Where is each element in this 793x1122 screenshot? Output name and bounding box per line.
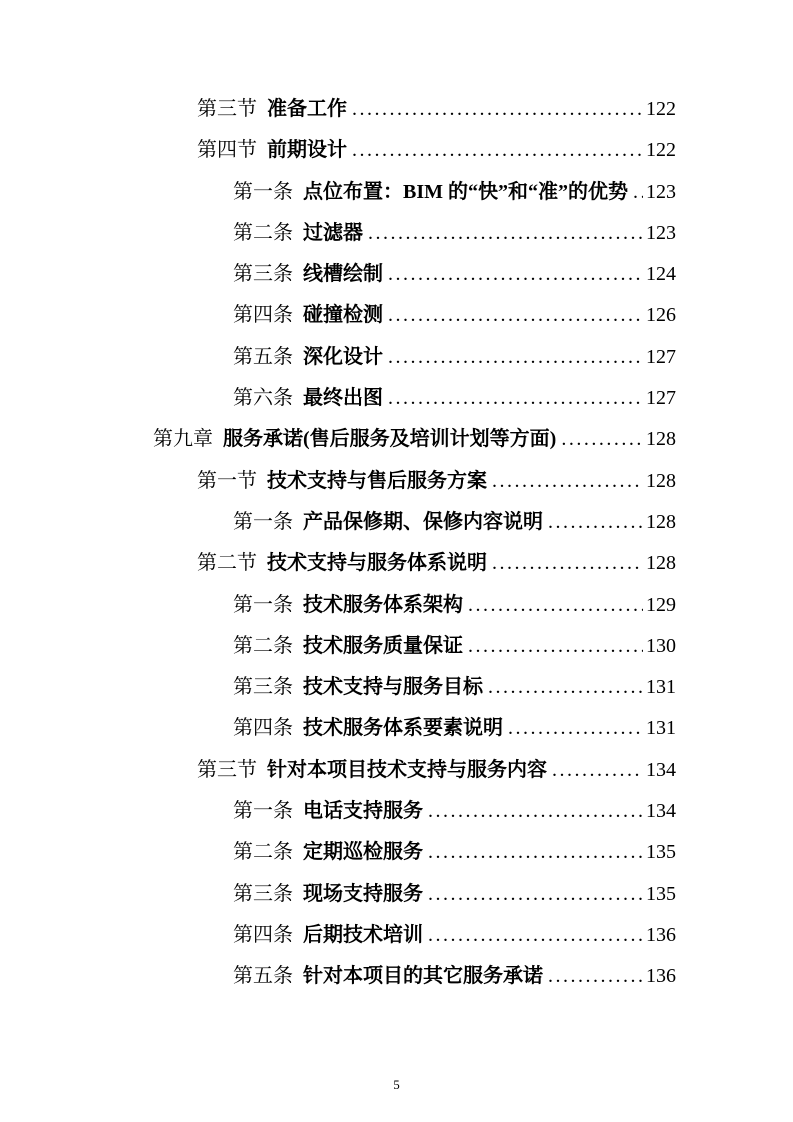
toc-entry[interactable] (0, 213, 793, 254)
toc-dot-leader (561, 419, 643, 460)
toc-entry-page-number: 134 (646, 758, 676, 781)
toc-entry[interactable] (0, 708, 793, 749)
toc-entry-page-number: 122 (646, 98, 676, 120)
toc-entry[interactable] (0, 378, 793, 419)
toc-dot-leader (488, 667, 643, 708)
toc-entry-title: 针对本项目技术支持与服务内容 (267, 758, 547, 781)
toc-entry-title: 技术服务体系架构 (303, 593, 463, 616)
toc-entry-label: 第四条 (233, 717, 293, 740)
toc-entry-label: 第二条 (233, 634, 293, 657)
toc-dot-leader (368, 213, 643, 254)
toc-entry-label: 第四条 (233, 304, 293, 327)
toc-entry[interactable] (0, 337, 793, 378)
toc-entry-title: 前期设计 (267, 139, 347, 162)
toc-entry-title: 定期巡检服务 (303, 841, 423, 864)
toc-entry[interactable] (0, 461, 793, 502)
toc-dot-leader (428, 915, 643, 956)
toc-entry-title: 技术支持与售后服务方案 (267, 469, 487, 492)
toc-entry-title: 针对本项目的其它服务承诺 (303, 965, 543, 988)
toc-dot-leader (468, 626, 643, 667)
toc-entry-label: 第三节 (197, 758, 257, 781)
toc-entry-label: 第二节 (197, 552, 257, 575)
toc-dot-leader (508, 708, 643, 749)
toc-entry[interactable] (0, 750, 793, 791)
toc-entry-title: 线槽绘制 (303, 263, 383, 286)
toc-entry[interactable] (0, 874, 793, 915)
toc-entry-title: 点位布置：BIM 的“快”和“准”的优势 (303, 180, 628, 203)
toc-entry-page-number: 136 (646, 965, 676, 988)
toc-entry-label: 第二条 (233, 841, 293, 864)
toc-dot-leader (552, 750, 643, 791)
toc-entry[interactable] (0, 295, 793, 336)
toc-entry-title: 服务承诺(售后服务及培训计划等方面) (223, 428, 557, 451)
toc-entry-title: 碰撞检测 (303, 304, 383, 327)
toc-list (0, 89, 793, 998)
toc-entry-label: 第一条 (233, 800, 293, 823)
toc-entry[interactable] (0, 254, 793, 295)
toc-entry-label: 第五条 (233, 965, 293, 988)
toc-dot-leader (388, 254, 643, 295)
toc-dot-leader (388, 295, 643, 336)
toc-entry-title: 技术服务体系要素说明 (303, 717, 503, 740)
toc-entry-page-number: 131 (646, 676, 676, 699)
toc-dot-leader (352, 130, 643, 171)
toc-dot-leader (633, 172, 643, 213)
toc-entry[interactable] (0, 626, 793, 667)
toc-dot-leader (492, 543, 643, 584)
toc-entry-title: 电话支持服务 (303, 800, 423, 823)
toc-entry[interactable] (0, 791, 793, 832)
toc-entry-title: 深化设计 (303, 345, 383, 368)
toc-dot-leader (428, 832, 643, 873)
toc-entry-label: 第三条 (233, 263, 293, 286)
toc-entry-label: 第三条 (233, 882, 293, 905)
toc-entry-label: 第一条 (233, 180, 293, 203)
footer-page-number: 5 (393, 1077, 400, 1092)
toc-entry-label: 第九章 (153, 428, 213, 451)
toc-entry-page-number: 123 (646, 221, 676, 244)
toc-dot-leader (352, 89, 643, 130)
toc-entry-title: 技术服务质量保证 (303, 634, 463, 657)
toc-entry-page-number: 128 (646, 510, 676, 533)
toc-entry-page-number: 122 (646, 139, 676, 162)
toc-entry[interactable] (0, 502, 793, 543)
toc-entry-page-number: 123 (646, 180, 676, 203)
toc-entry-page-number: 135 (646, 841, 676, 864)
toc-entry[interactable] (0, 585, 793, 626)
toc-entry-label: 第一条 (233, 593, 293, 616)
toc-entry-page-number: 126 (646, 304, 676, 327)
toc-dot-leader (428, 791, 643, 832)
toc-entry-label: 第四条 (233, 923, 293, 946)
toc-entry-label: 第一条 (233, 510, 293, 533)
toc-dot-leader (548, 502, 643, 543)
toc-entry-page-number: 128 (646, 469, 676, 492)
toc-entry[interactable] (0, 543, 793, 584)
toc-entry-title: 产品保修期、保修内容说明 (303, 510, 543, 533)
toc-entry-title: 现场支持服务 (303, 882, 423, 905)
toc-entry-title: 最终出图 (303, 387, 383, 410)
toc-dot-leader (388, 337, 643, 378)
toc-entry-page-number: 128 (646, 428, 676, 451)
toc-dot-leader (388, 378, 643, 419)
toc-entry-page-number: 135 (646, 882, 676, 905)
toc-entry[interactable] (0, 419, 793, 460)
toc-entry-page-number: 131 (646, 717, 676, 740)
toc-entry-label: 第二条 (233, 221, 293, 244)
toc-entry[interactable] (0, 667, 793, 708)
toc-entry-title: 技术支持与服务目标 (303, 676, 483, 699)
toc-entry-page-number: 124 (646, 263, 676, 286)
toc-entry-label: 第三条 (233, 676, 293, 699)
toc-entry[interactable] (0, 130, 793, 171)
page-footer (0, 1076, 793, 1094)
toc-dot-leader (468, 585, 643, 626)
toc-entry[interactable] (0, 89, 793, 130)
toc-entry-page-number: 127 (646, 387, 676, 410)
toc-entry-page-number: 128 (646, 552, 676, 575)
toc-entry-title: 后期技术培训 (303, 923, 423, 946)
toc-entry-page-number: 136 (646, 923, 676, 946)
toc-entry-page-number: 130 (646, 634, 676, 657)
toc-dot-leader (492, 461, 643, 502)
toc-entry[interactable] (0, 915, 793, 956)
toc-entry-label: 第五条 (233, 345, 293, 368)
toc-entry-label: 第三节 (197, 98, 257, 120)
toc-entry-title: 过滤器 (303, 221, 363, 244)
toc-dot-leader (428, 874, 643, 915)
toc-entry[interactable] (0, 956, 793, 997)
toc-entry-page-number: 129 (646, 593, 676, 616)
toc-entry-page-number: 134 (646, 800, 676, 823)
toc-entry-label: 第四节 (197, 139, 257, 162)
toc-entry-title: 准备工作 (267, 98, 347, 120)
toc-entry-title: 技术支持与服务体系说明 (267, 552, 487, 575)
toc-entry-page-number: 127 (646, 345, 676, 368)
toc-entry-label: 第六条 (233, 387, 293, 410)
toc-entry[interactable] (0, 172, 793, 213)
toc-entry[interactable] (0, 832, 793, 873)
toc-dot-leader (548, 956, 643, 997)
toc-entry-label: 第一节 (197, 469, 257, 492)
